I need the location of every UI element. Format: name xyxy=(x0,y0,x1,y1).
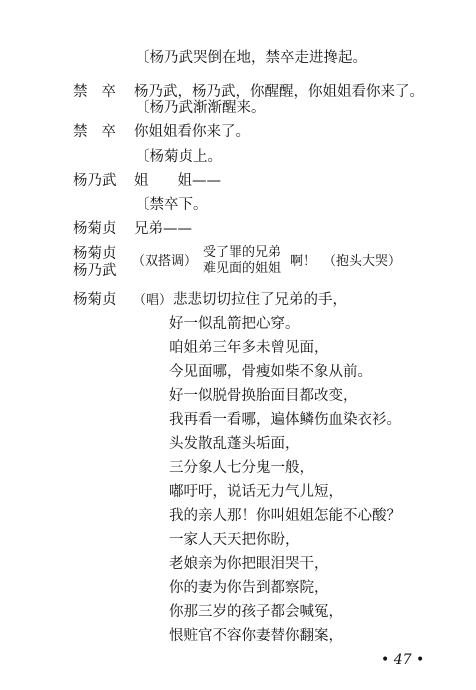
verse-line: 咱姐弟三年多未曾见面， xyxy=(169,340,329,356)
speaker-label: 禁卒 xyxy=(73,124,130,140)
tune-name: （双搭调） xyxy=(132,254,198,269)
speaker-label: 杨菊贞 xyxy=(73,246,117,262)
verse-line: 恨赃官不容你妻替你翻案， xyxy=(169,628,343,644)
verse-line: 嘟吁吁，说话无力气儿短， xyxy=(169,484,343,500)
verse-line: 今见面哪，骨瘦如柴不象从前。 xyxy=(169,364,372,380)
verse-line: 悲悲切切拉住了兄弟的手， xyxy=(173,292,347,308)
verse-line: 一家人天天把你盼， xyxy=(169,532,300,548)
stage-direction: 〔杨乃武渐渐醒来。 xyxy=(135,100,266,116)
lyric-exclamation: 啊！ xyxy=(290,254,317,269)
dialogue-line: 你姐姐看你来了。 xyxy=(134,124,250,140)
sing-marker: （唱） xyxy=(133,293,173,308)
page-number: • 47 • xyxy=(381,652,425,668)
dialogue-line: 杨乃武，杨乃武，你醒醒，你姐姐看你来了。 xyxy=(134,84,424,100)
stage-direction: 〔杨菊贞上。 xyxy=(135,149,222,165)
verse-line: 老娘亲为你把眼泪哭干， xyxy=(169,556,329,572)
dialogue-line: 姐 姐—— xyxy=(134,173,221,189)
stage-direction: 〔杨乃武哭倒在地，禁卒走进搀起。 xyxy=(135,50,367,66)
speaker-label: 禁卒 xyxy=(73,84,130,100)
speaker-label: 杨乃武 xyxy=(73,173,117,189)
lyric-line: 难见面的姐姐 xyxy=(203,261,282,276)
lyric-line: 受了罪的兄弟 xyxy=(203,245,282,260)
verse-line: 头发散乱蓬头垢面， xyxy=(169,436,300,452)
verse-line: 你那三岁的孩子都会喊冤， xyxy=(169,604,343,620)
dialogue-line: 兄弟—— xyxy=(134,221,192,237)
verse-line: 好一似脱骨换胎面目都改变， xyxy=(169,388,358,404)
stage-direction: 〔禁卒下。 xyxy=(135,197,208,213)
speaker-label: 杨菊贞 xyxy=(73,221,117,237)
verse-line: 我的亲人那！你叫姐姐怎能不心酸？ xyxy=(169,508,401,524)
speaker-label: 杨乃武 xyxy=(73,263,117,279)
verse-line: 我再看一看哪，遍体鳞伤血染衣衫。 xyxy=(169,412,401,428)
verse-line: 三分象人七分鬼一般， xyxy=(169,460,314,476)
verse-line: 好一似乱箭把心穿。 xyxy=(169,316,300,332)
stage-action: （抱头大哭） xyxy=(323,254,402,269)
speaker-label: 杨菊贞 xyxy=(73,292,117,308)
verse-line: 你的妻为你告到都察院， xyxy=(169,580,329,596)
